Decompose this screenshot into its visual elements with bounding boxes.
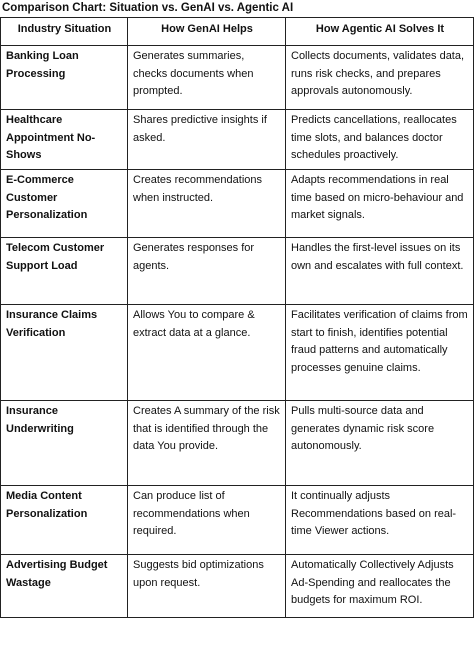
genai-cell: Creates recommendations when instructed. [128, 170, 286, 238]
situation-cell: E-Commerce Customer Personalization [1, 170, 128, 238]
agentic-cell: Collects documents, validates data, runs risk checks, and prepares approvals autonomously. [286, 46, 474, 110]
situation-cell: Telecom Customer Support Load [1, 238, 128, 305]
genai-cell: Generates responses for agents. [128, 238, 286, 305]
table-row [1, 170, 474, 238]
genai-cell: Suggests bid optimizations upon request. [128, 555, 286, 618]
agentic-cell: Facilitates verification of claims from start to finish, identifies potential fraud patterns and automatically processes genuine claims. [286, 305, 474, 401]
header-agentic-ai-solves: How Agentic AI Solves It [286, 18, 474, 46]
table-row [1, 555, 474, 618]
agentic-cell: It continually adjusts Recommendations based on real-time Viewer actions. [286, 486, 474, 555]
header-genai-helps: How GenAI Helps [128, 18, 286, 46]
situation-cell: Advertising Budget Wastage [1, 555, 128, 618]
table-row [1, 305, 474, 401]
table-row [1, 238, 474, 305]
agentic-cell: Pulls multi-source data and generates dynamic risk score autonomously. [286, 401, 474, 486]
genai-cell: Generates summaries, checks documents when prompted. [128, 46, 286, 110]
agentic-cell: Automatically Collectively Adjusts Ad-Spending and reallocates the budgets for maximum ROI. [286, 555, 474, 618]
table-row [1, 46, 474, 110]
agentic-cell: Adapts recommendations in real time based on micro-behaviour and market signals. [286, 170, 474, 238]
situation-cell: Insurance Underwriting [1, 401, 128, 486]
situation-cell: Banking Loan Processing [1, 46, 128, 110]
table-row [1, 401, 474, 486]
agentic-cell: Predicts cancellations, reallocates time slots, and balances doctor schedules proactively. [286, 110, 474, 170]
situation-cell: Media Content Personalization [1, 486, 128, 555]
genai-cell: Can produce list of recommendations when required. [128, 486, 286, 555]
agentic-cell: Handles the first-level issues on its own and escalates with full context. [286, 238, 474, 305]
genai-cell: Allows You to compare & extract data at a glance. [128, 305, 286, 401]
genai-cell: Shares predictive insights if asked. [128, 110, 286, 170]
genai-cell: Creates A summary of the risk that is identified through the data You provide. [128, 401, 286, 486]
comparison-table [0, 17, 474, 618]
document-title: Comparison Chart: Situation vs. GenAI vs. Agentic AI [2, 2, 294, 14]
header-industry-situation: Industry Situation [1, 18, 128, 46]
situation-cell: Insurance Claims Verification [1, 305, 128, 401]
situation-cell: Healthcare Appointment No-Shows [1, 110, 128, 170]
table-header-row [1, 18, 474, 46]
table-row [1, 486, 474, 555]
table-row [1, 110, 474, 170]
